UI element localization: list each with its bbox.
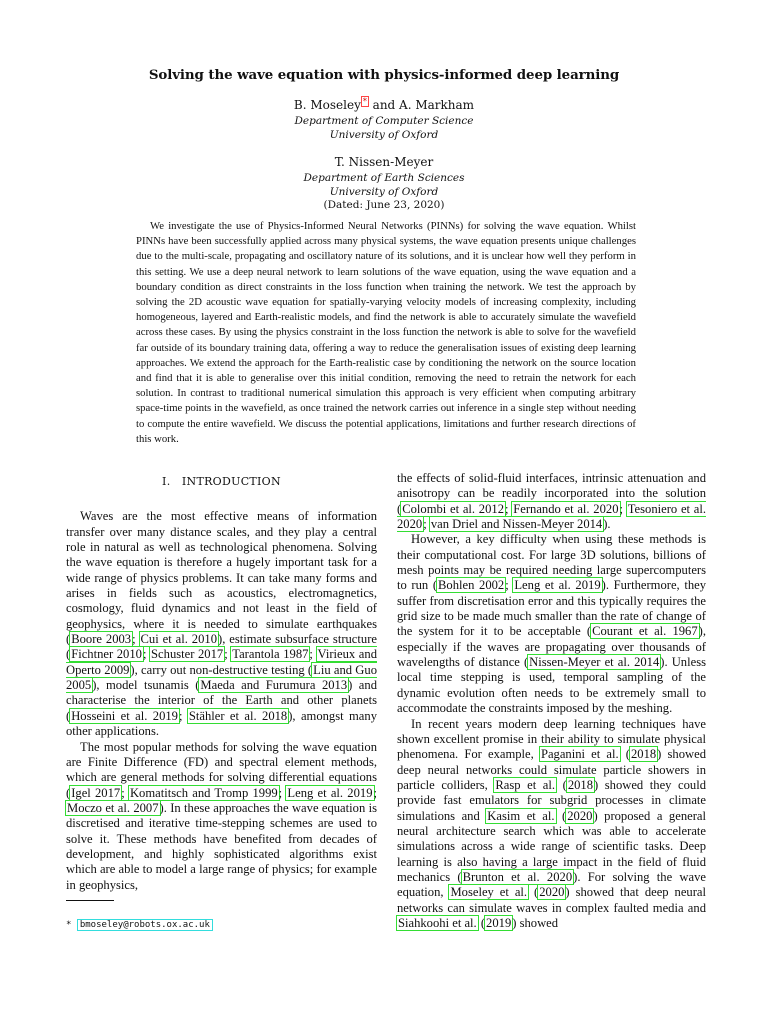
section-title: INTRODUCTION xyxy=(181,475,281,488)
paragraph-text: ; xyxy=(309,647,317,662)
paragraph-text: ( xyxy=(528,885,539,900)
paragraph-text: ). In these approaches the wave equation is discretised and iterative time-stepping schemes are used to solve it. These methods have benefited from decades of development, and highly sophisticated algorithms exist which are able to model a large range of physics; for example in geophysics, xyxy=(66,800,377,892)
paragraph-text: In recent years modern deep learning techniques have shown excellent promise in their ability to simulate physical phenomena. For example, xyxy=(397,716,706,762)
paragraph-text: ) showed deep neural networks could simulate particle showers in particle colliders, xyxy=(397,747,706,792)
footnote-mark: * xyxy=(66,920,72,930)
citation-link[interactable]: Cui et al. 2010 xyxy=(140,632,217,647)
date-line: (Dated: June 23, 2020) xyxy=(323,199,445,211)
paragraph-text: ( xyxy=(555,808,567,823)
author-line-1 xyxy=(0,98,768,112)
citation-link[interactable]: Courant et al. 1967 xyxy=(592,624,698,639)
affiliation-univ-1: University of Oxford xyxy=(329,129,439,141)
citation-link[interactable]: Schuster 2017 xyxy=(151,647,224,662)
paper-title: Solving the wave equation with physics-informed deep learning xyxy=(148,67,620,83)
citation-link[interactable]: Rasp et al. xyxy=(495,777,556,792)
paragraph-text: ; xyxy=(132,632,140,647)
author-markham: and A. Markham xyxy=(368,98,475,112)
paragraph-text: ) showed xyxy=(512,915,559,930)
paragraph-text: ) showed they could provide fast emulators for subgrid processes in climate simulations and xyxy=(397,777,707,823)
paragraph xyxy=(66,509,377,739)
paragraph-text: ). Unless local time stepping is used, temporal sampling of the dynamic evolution often needs to be extremely small to accommodate the constraints imposed by the meshing. xyxy=(397,655,706,716)
paragraph-text: ). xyxy=(603,517,611,532)
paragraph-text: ; xyxy=(505,578,514,593)
paragraph-text: ) and characterise the interior of the Earth and other planets ( xyxy=(66,678,377,723)
affiliation-univ-2: University of Oxford xyxy=(329,186,439,198)
paragraph xyxy=(66,740,377,893)
citation-link[interactable]: Fernando et al. 2020 xyxy=(513,501,619,516)
citation-link[interactable]: Nissen-Meyer et al. 2014 xyxy=(529,655,660,670)
citation-link[interactable]: 2020 xyxy=(567,808,593,823)
citation-link[interactable]: Leng et al. 2019 xyxy=(287,785,373,800)
left-column xyxy=(66,470,377,893)
citation-link[interactable]: Igel 2017 xyxy=(71,785,121,800)
paragraph-text: ; xyxy=(423,517,430,532)
paragraph-text: ). Furthermore, they suffer from discretisation error and this typically requires the grid size to be made much smaller than the rate of change of the system for it to be acceptable ( xyxy=(397,578,706,639)
citation-link[interactable]: Colombi et al. 2012 xyxy=(402,501,504,516)
paragraph xyxy=(397,532,706,716)
footnote-mark-link[interactable]: * xyxy=(362,97,367,106)
citation-link[interactable]: Stähler et al. 2018 xyxy=(188,708,288,723)
paragraph-text: ) proposed a general neural architecture search which was able to accelerate simulations across a wide range of scientific tasks. Deep learning is also having a large impact in the field of fluid mechanics ( xyxy=(397,808,706,884)
citation-link[interactable]: Virieux and Operto 2009 xyxy=(66,647,377,677)
paragraph-text: ), estimate subsurface structure ( xyxy=(66,632,377,662)
citation-link[interactable]: Moczo et al. 2007 xyxy=(67,800,159,815)
citation-link[interactable]: Tarantola 1987 xyxy=(232,647,309,662)
paragraph-text: ), carry out non-destructive testing ( xyxy=(130,662,313,677)
citation-link[interactable]: 2019 xyxy=(486,915,512,930)
citation-link[interactable]: Brunton et al. 2020 xyxy=(462,869,573,884)
footnote-rule xyxy=(66,900,114,901)
citation-link[interactable]: Maeda and Furumura 2013 xyxy=(200,678,348,693)
paragraph-text: ; xyxy=(142,647,151,662)
citation-link[interactable]: van Driel and Nissen-Meyer 2014 xyxy=(430,517,603,532)
affiliation-dept-2: Department of Earth Sciences xyxy=(303,172,465,184)
paragraph-text: ( xyxy=(619,747,630,762)
author-moseley: B. Moseley xyxy=(293,98,361,112)
paragraph-text: ) showed that deep neural networks can simulate waves in complex faulted media and xyxy=(397,885,707,915)
section-heading xyxy=(66,474,377,489)
paragraph-text: ; xyxy=(278,785,287,800)
paragraph-text: However, a key difficulty when using these methods is their computational cost. For large 3D solutions, billions of mesh points may be required needing large supercomputers to run ( xyxy=(397,532,706,593)
paragraph-text: Waves are the most effective means of information transfer over many distance scales, and they play a central role in natural as well as technological phenomena. Solving the wave equation is therefore a hugely important task for a wide range of physics problems. It can take many forms and arises in fields such as acoustics, electromagnetics, cosmology, fluid dynamics and not least in the field of geophysics, where it is needed to simulate earthquakes ( xyxy=(66,509,377,647)
paragraph-text: ; xyxy=(619,501,627,516)
section-number: I. xyxy=(162,475,171,488)
paragraph-text: ( xyxy=(556,777,567,792)
paragraph-text: the effects of solid-fluid interfaces, intrinsic attenuation and anisotropy can be readily incorporated into the solution ( xyxy=(397,471,706,516)
citation-link[interactable]: Fichtner 2010 xyxy=(71,647,142,662)
paragraph-text: ( xyxy=(477,915,486,930)
citation-link[interactable]: Leng et al. 2019 xyxy=(514,578,601,593)
citation-link[interactable]: Kasim et al. xyxy=(487,808,555,823)
right-column xyxy=(397,471,706,931)
affiliation-dept-1: Department of Computer Science xyxy=(294,115,474,127)
author-nissen-meyer: T. Nissen-Meyer xyxy=(334,155,434,169)
paragraph-text: ; xyxy=(121,785,129,800)
citation-link[interactable]: Bohlen 2002 xyxy=(438,578,505,593)
paragraph-text: ; xyxy=(505,501,513,516)
citation-link[interactable]: Komatitsch and Tromp 1999 xyxy=(129,785,278,800)
citation-link[interactable]: 2020 xyxy=(539,885,565,900)
citation-link[interactable]: Liu and Guo 2005 xyxy=(66,662,377,693)
paragraph-text: ; xyxy=(224,647,232,662)
paragraph-text: ; xyxy=(178,708,188,723)
citation-link[interactable]: 2018 xyxy=(567,777,593,792)
paragraph-text: ). For solving the wave equation, xyxy=(397,869,706,900)
citation-link[interactable]: Tesoniero et al. 2020 xyxy=(397,501,706,532)
citation-link[interactable]: 2018 xyxy=(630,747,657,762)
paragraph-text: ), model tsunamis ( xyxy=(92,678,200,693)
paragraph-text: The most popular methods for solving the wave equation are Finite Difference (FD) and spectral element methods, which are general methods for solving differential equations ( xyxy=(66,739,377,800)
footnote xyxy=(66,920,213,930)
citation-link[interactable]: Boore 2003 xyxy=(71,632,132,647)
citation-link[interactable]: Hosseini et al. 2019 xyxy=(71,708,178,723)
citation-link[interactable]: Paganini et al. xyxy=(540,747,619,762)
paragraph-text: ), amongst many other applications. xyxy=(66,708,377,739)
citation-link[interactable]: Moseley et al. xyxy=(450,885,528,900)
paragraph-text: ), especially if the waves are propagating over thousands of wavelengths of distance ( xyxy=(397,624,706,670)
citation-link[interactable]: Siahkoohi et al. xyxy=(398,915,477,930)
paragraph-text: ; xyxy=(373,785,377,800)
paragraph xyxy=(397,717,706,932)
paragraph xyxy=(397,471,706,532)
abstract: We investigate the use of Physics-Informed Neural Networks (PINNs) for solving the wave equation. Whilst PINNs have been successfully applied across many physical systems, the wave equation presents unique challenges due to the multi-scale, propagating and oscillatory nature of its solutions, and it is unclear how well they perform in this setting. We use a deep neural network to learn solutions of the wave equation, using the wave equation and a boundary condition as direct constraints in the loss function when training the network. We test the approach by solving the 2D acoustic wave equation for spatially-varying velocity models of increasing complexity, including homogeneous, layered and Earth-realistic models, and find the network is able to accurately simulate the wavefield across these cases. By using the physics constraint in the loss function the network is able to solve for the wavefield far outside of its boundary training data, offering a way to reduce the generalisation issues of existing deep learning approaches. We extend the approach for the Earth-realistic case by conditioning the network on the source location and find that it is able to generalise over this initial condition, removing the need to retrain the network for each solution. In contrast to traditional numerical simulation this approach is very efficient when computing arbitrary space-time points in the wavefield, as once trained the network carries out inference in a single step without needing to compute the entire wavefield. We discuss the potential applications, limitations and further research directions of this work. xyxy=(136,220,636,445)
email-link[interactable]: bmoseley@robots.ox.ac.uk xyxy=(77,919,213,931)
